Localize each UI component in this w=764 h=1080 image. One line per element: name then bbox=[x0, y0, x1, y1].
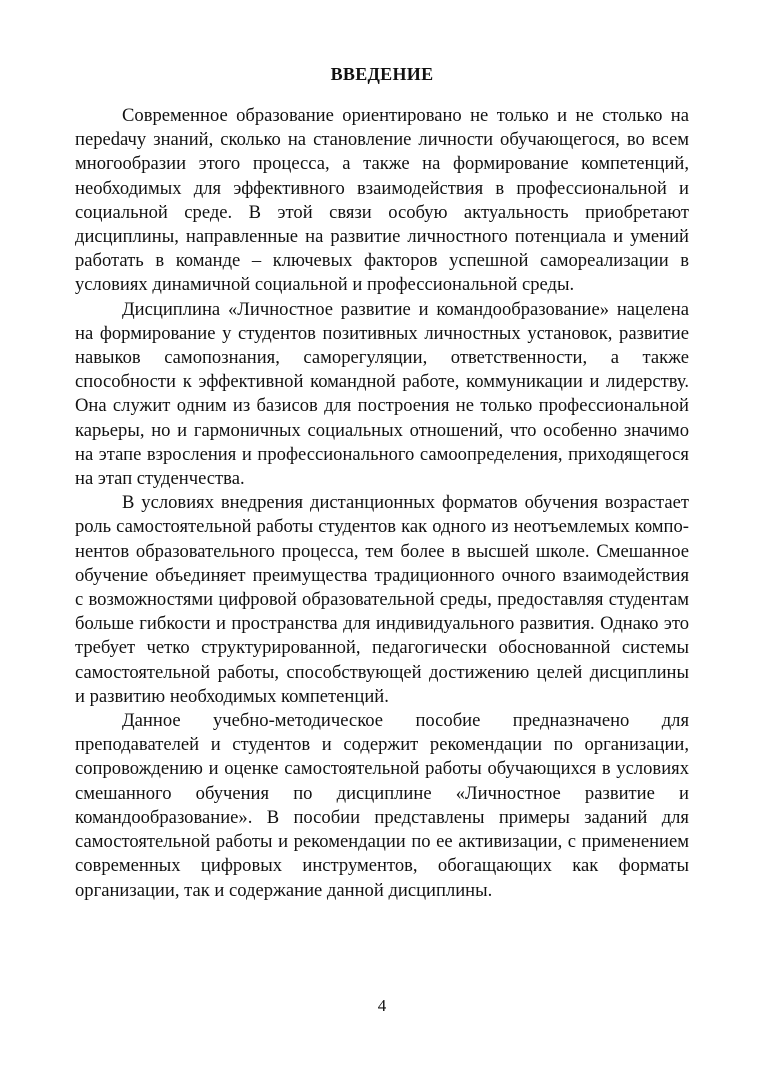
page-title: ВВЕДЕНИЕ bbox=[330, 64, 434, 84]
page-number: 4 bbox=[377, 996, 387, 1015]
paragraph-3: В условиях внедрения дистанционных форматов обучения возрастает роль самостоятельной работы студентов как одного из неотъемлемых компонентов образовательного процесса, тем более в высшей школе. Смешанное обучение объединяет преимущества традиционного очного взаимодействия с возможностями цифровой образовательной среды, предоставляя студентам больше гибкости и пространства для индивидуального развития. Однако это требует четко структурированной, педагогически обоснованной системы самостоятельной работы, способствующей достижению целей дисциплины и развитию необходимых компетенций. bbox=[75, 492, 689, 707]
paragraph-4: Данное учебно-методическое пособие предназначено для преподавателей и студентов и содержит рекомендации по организации, сопровождению и оценке самостоятельной работы обучающихся в условиях смешанного обучения по дисциплине «Личностное развитие и командообразование». В пособии представлены примеры заданий для самостоятельной работы и рекомендации по ее активизации, с применением современных цифровых инструментов, обогащающих как форматы организации, так и содержание данной дисциплины. bbox=[75, 710, 689, 901]
paragraph-1: Современное образование ориентировано не только и не столько на переdачу знаний, сколько на становление личности обучающегося, во всем многообразии этого процесса, а также на формирование компетенций, необходимых для эффективного взаимодействия в профессиональной и социальной среде. В этой связи особую актуальность приобретают дисциплины, направленные на развитие личностного потенциала и умений работать в команде – ключевых факторов успешной самореализации в условиях динамичной социальной и профессиональной среды. bbox=[75, 105, 689, 296]
paragraph-2: Дисциплина «Личностное развитие и командообразование» нацелена на формирование у студентов позитивных личностных установок, развитие навыков самопознания, саморегуляции, ответственности, а также способности к эффективной командной работе, коммуникации и лидерству. Она служит одним из базисов для построения не только профессиональной карьеры, но и гармоничных социальных отношений, что особенно значимо на этапе взросления и профессионального самоопределения, приходящегося на этап студенчества. bbox=[75, 298, 689, 490]
body-text bbox=[75, 104, 689, 903]
